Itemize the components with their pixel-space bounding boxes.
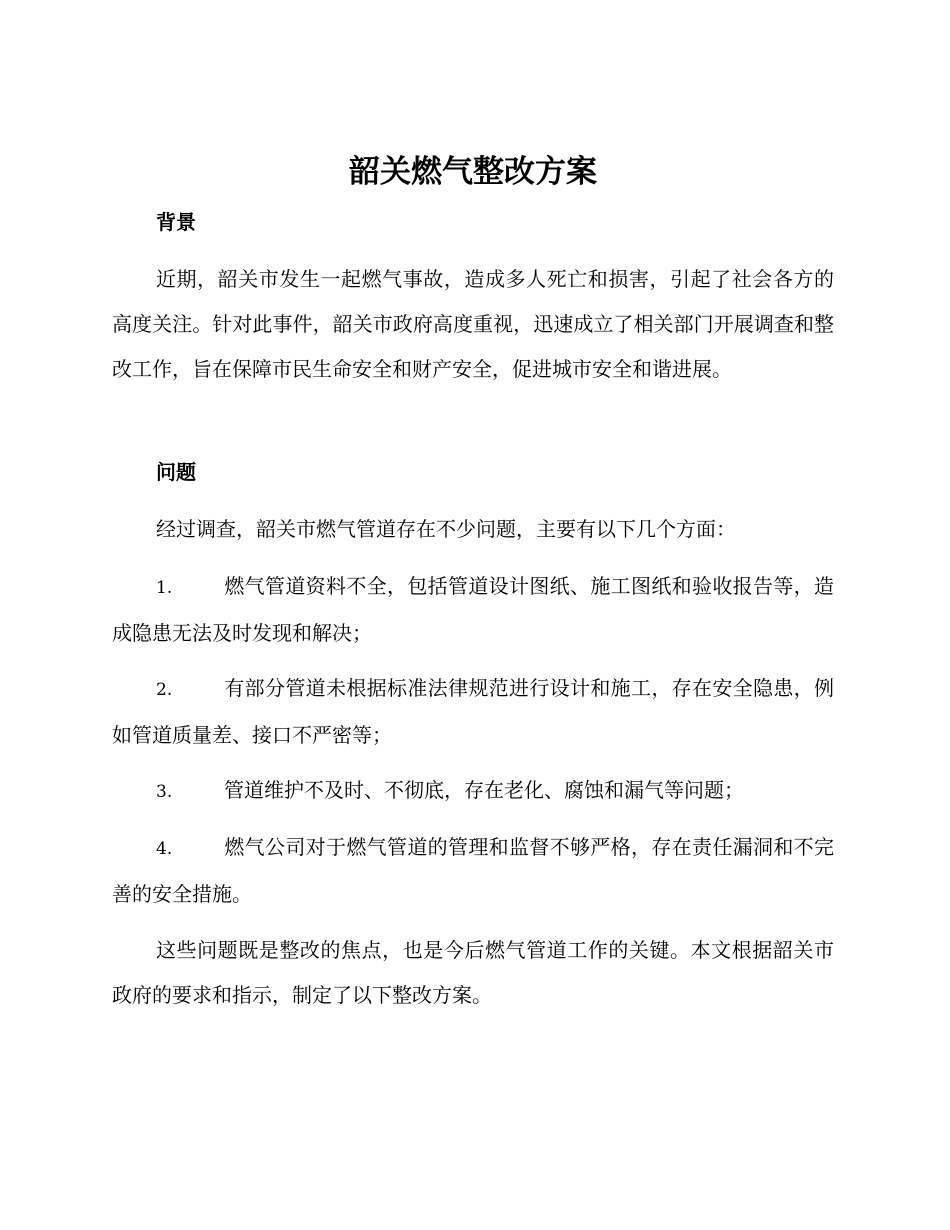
list-item — [112, 666, 834, 758]
list-item — [112, 564, 834, 656]
document-title: 韶关燃气整改方案 — [349, 154, 597, 190]
list-item-text: 燃气公司对于燃气管道的管理和监督不够严格，存在责任漏洞和不完善的安全措施。 — [112, 835, 834, 906]
list-item — [112, 825, 834, 917]
list-item-number: 4. — [156, 839, 173, 859]
background-paragraph: 近期，韶关市发生一起燃气事故，造成多人死亡和损害，引起了社会各方的高度关注。针对此事件，韶关市政府高度重视，迅速成立了相关部门开展调查和整改工作，旨在保障市民生命安全和财产安全，促进城市安全和谐进展。 — [112, 267, 834, 381]
list-item-number: 1. — [156, 578, 173, 598]
list-item-number: 2. — [156, 680, 173, 700]
list-item-number: 3. — [156, 782, 173, 802]
section-heading-background: 背景 — [156, 210, 196, 234]
section-heading-problems: 问题 — [156, 460, 196, 484]
problems-conclusion: 这些问题既是整改的焦点，也是今后燃气管道工作的关键。本文根据韶关市政府的要求和指示，制定了以下整改方案。 — [112, 938, 834, 1007]
problems-intro: 经过调查，韶关市燃气管道存在不少问题，主要有以下几个方面： — [156, 517, 736, 541]
list-item-text: 有部分管道未根据标准法律规范进行设计和施工，存在安全隐患，例如管道质量差、接口不严密等； — [112, 676, 834, 747]
list-item-text: 管道维护不及时、不彻底，存在老化、腐蚀和漏气等问题； — [224, 778, 744, 802]
list-item-text: 燃气管道资料不全，包括管道设计图纸、施工图纸和验收报告等，造成隐患无法及时发现和解决； — [112, 574, 834, 645]
list-item — [112, 768, 834, 815]
